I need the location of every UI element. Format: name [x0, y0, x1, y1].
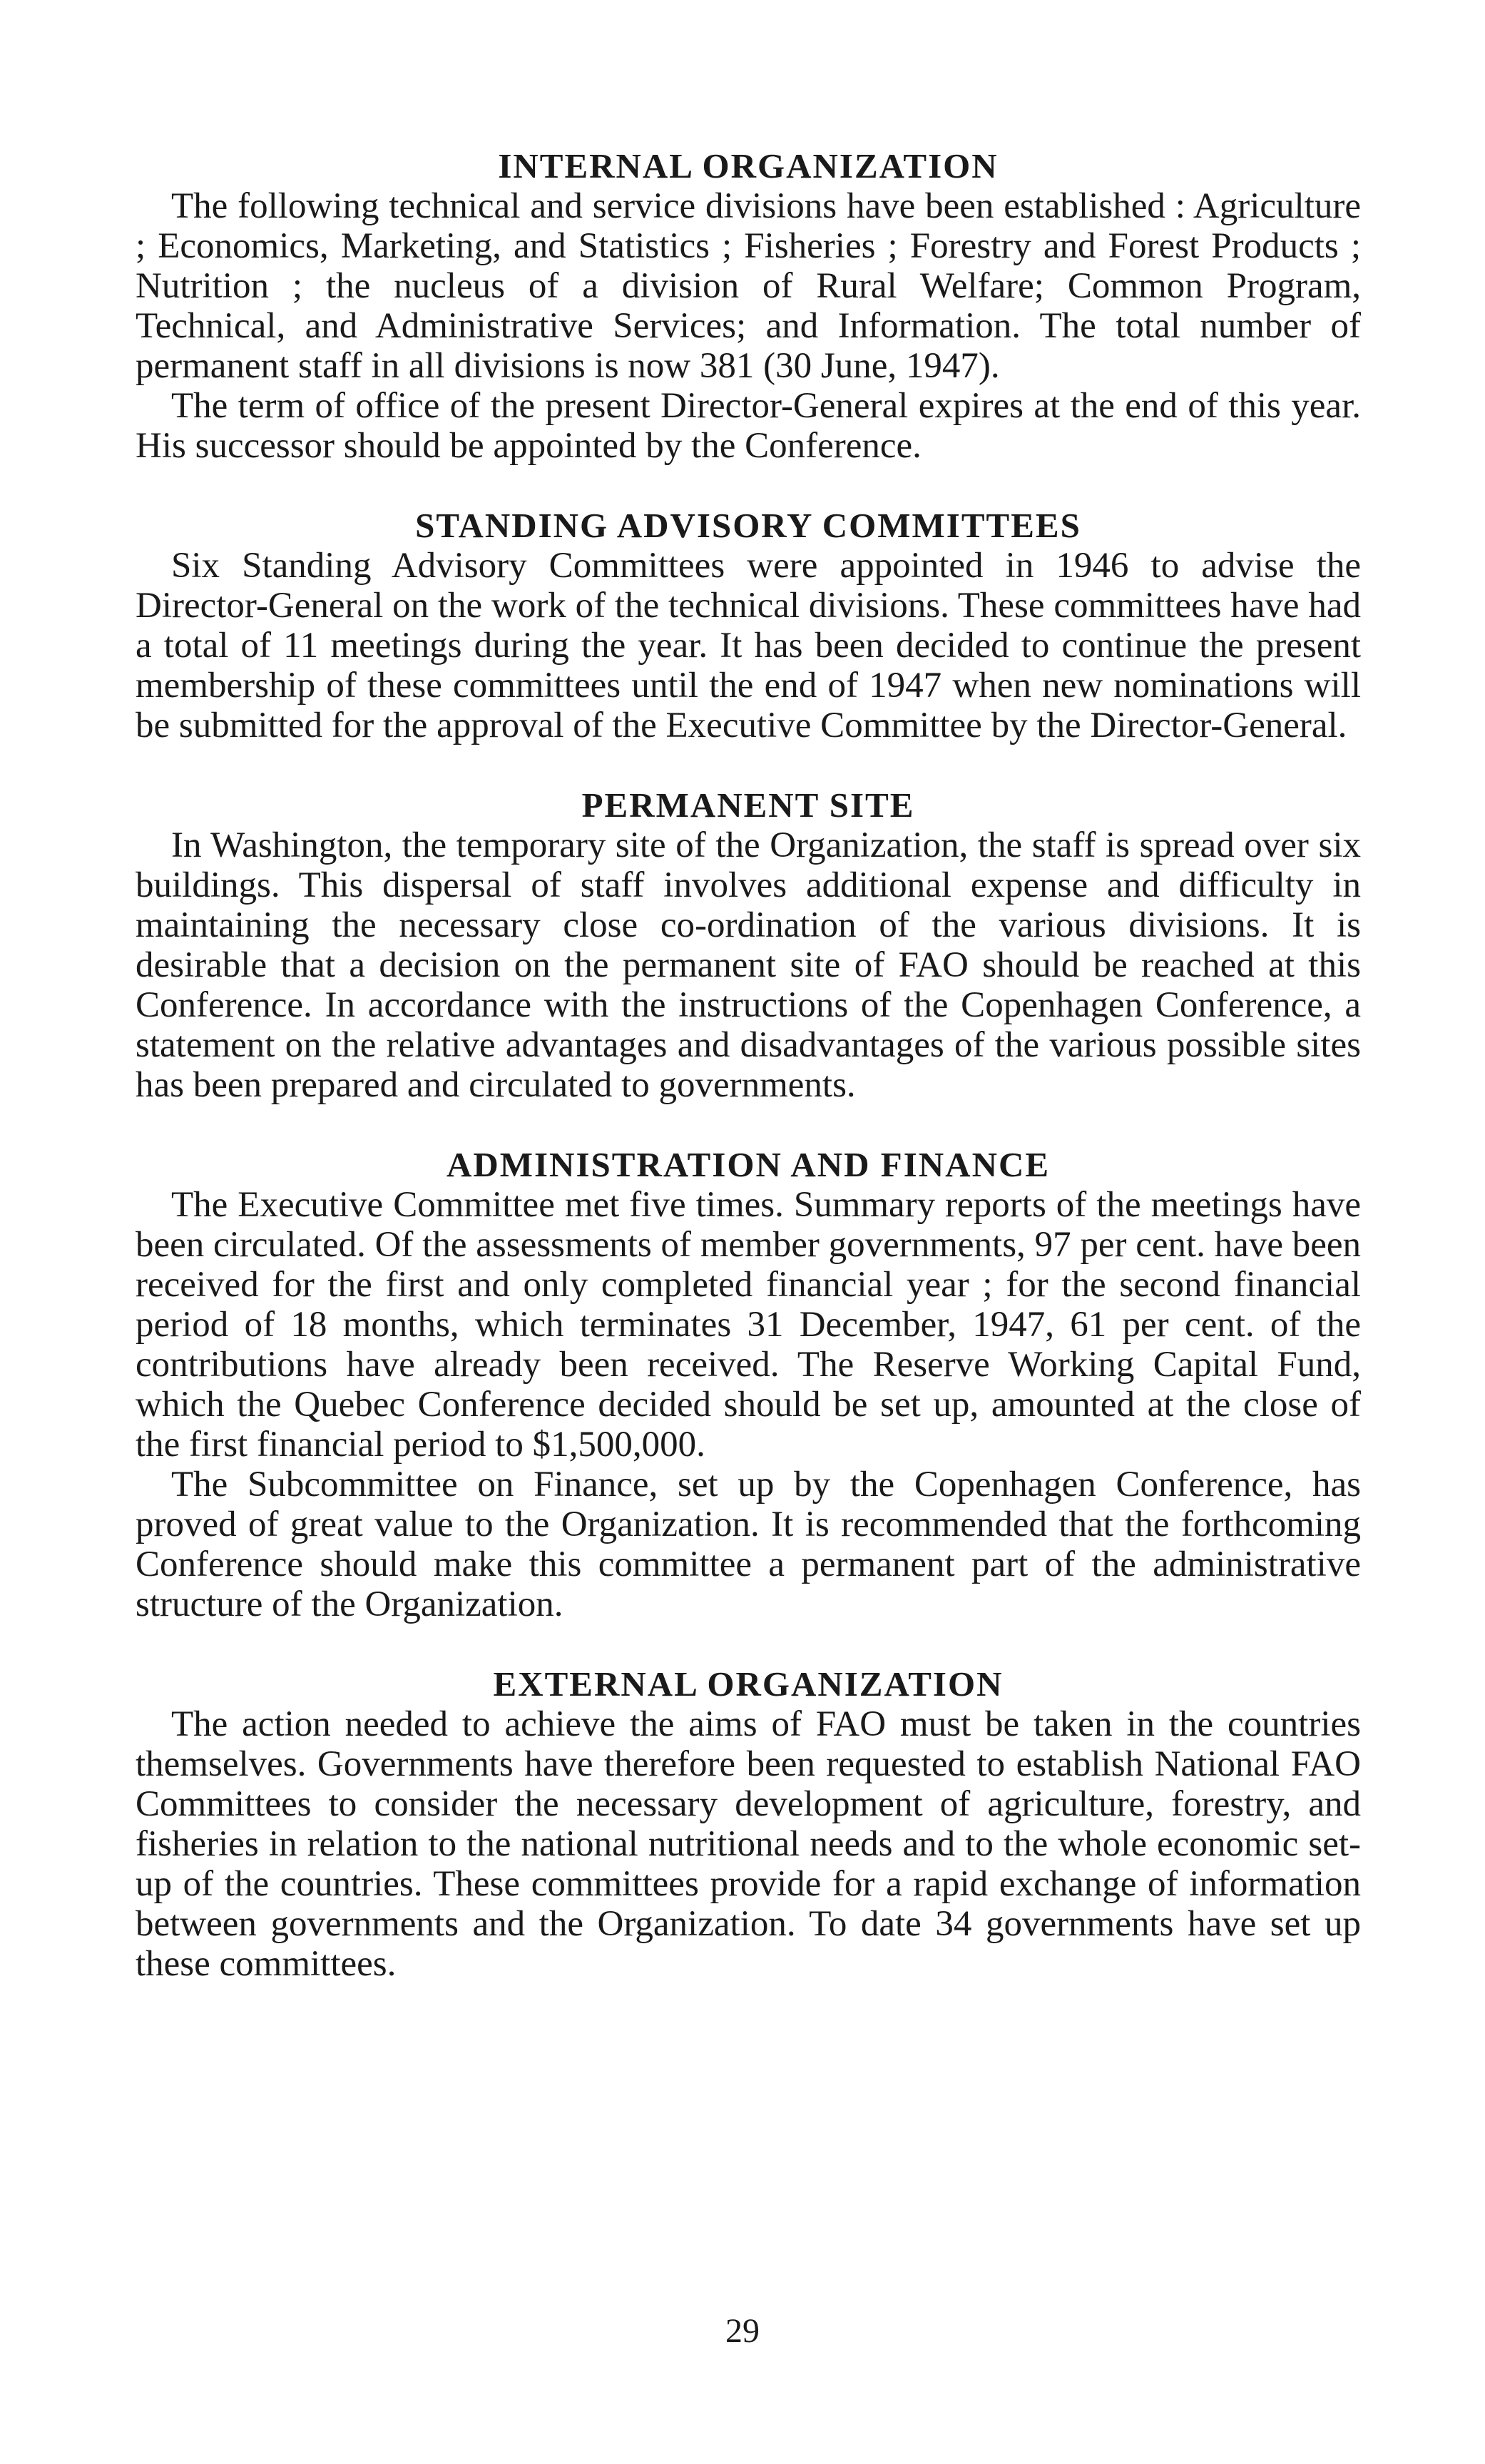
page-number: 29 [725, 2312, 760, 2350]
paragraph: The following technical and service divisions have been established : Agriculture ; Economics, Marketing, and Statistics ; Fisheries ; Forestry and Forest Products ; Nutrition ; the nucleus of a division of Rural Welfare; Common Program, Technical, and Administrative Services; and Information. The total number of permanent staff in all divisions is now 381 (30 June, 1947). [136, 186, 1361, 386]
paragraph: The action needed to achieve the aims of FAO must be taken in the countries themselves. Governments have therefore been requested to establish National FAO Committees to consider the necessary development of agriculture, forestry, and fisheries in relation to the national nutritional needs and to the whole economic set-up of the countries. These committees provide for a rapid exchange of information between governments and the Organization. To date 34 governments have set up these committees. [136, 1704, 1361, 1984]
section-internal-organization [136, 146, 1361, 466]
section-heading: STANDING ADVISORY COMMITTEES [415, 506, 1081, 545]
section-spacer [136, 466, 1361, 506]
section-heading: INTERNAL ORGANIZATION [498, 146, 999, 185]
paragraph: The term of office of the present Director-General expires at the end of this year. His successor should be appointed by the Conference. [136, 386, 1361, 466]
section-heading: PERMANENT SITE [581, 785, 915, 825]
paragraph: The Subcommittee on Finance, set up by the Copenhagen Conference, has proved of great value to the Organization. It is recommended that the forthcoming Conference should make this committee a permanent part of the administrative structure of the Organization. [136, 1465, 1361, 1624]
paragraph: The Executive Committee met five times. Summary reports of the meetings have been circulated. Of the assessments of member governments, 97 per cent. have been received for the first and only completed financial year ; for the second financial period of 18 months, which terminates 31 December, 1947, 61 per cent. of the contributions have already been received. The Reserve Working Capital Fund, which the Quebec Conference decided should be set up, amounted at the close of the first financial period to $1,500,000. [136, 1185, 1361, 1465]
section-administration-and-finance [136, 1145, 1361, 1624]
section-heading: ADMINISTRATION AND FINANCE [446, 1145, 1051, 1184]
section-spacer [136, 1105, 1361, 1145]
section-heading: EXTERNAL ORGANIZATION [493, 1664, 1004, 1704]
section-permanent-site [136, 785, 1361, 1105]
section-external-organization [136, 1664, 1361, 1984]
section-spacer [136, 1624, 1361, 1664]
section-standing-advisory-committees [136, 506, 1361, 745]
section-spacer [136, 745, 1361, 785]
document-page [136, 146, 1361, 1984]
paragraph: Six Standing Advisory Committees were appointed in 1946 to advise the Director-General on the work of the technical divisions. These committees have had a total of 11 meetings during the year. It has been decided to continue the present membership of these committees until the end of 1947 when new nominations will be submitted for the approval of the Executive Committee by the Director-General. [136, 546, 1361, 745]
paragraph: In Washington, the temporary site of the Organization, the staff is spread over six buildings. This dispersal of staff involves additional expense and difficulty in maintaining the necessary close co-ordination of the various divisions. It is desirable that a decision on the permanent site of FAO should be reached at this Conference. In accordance with the instructions of the Copenhagen Conference, a statement on the relative advantages and disadvantages of the various possible sites has been prepared and circulated to governments. [136, 825, 1361, 1105]
